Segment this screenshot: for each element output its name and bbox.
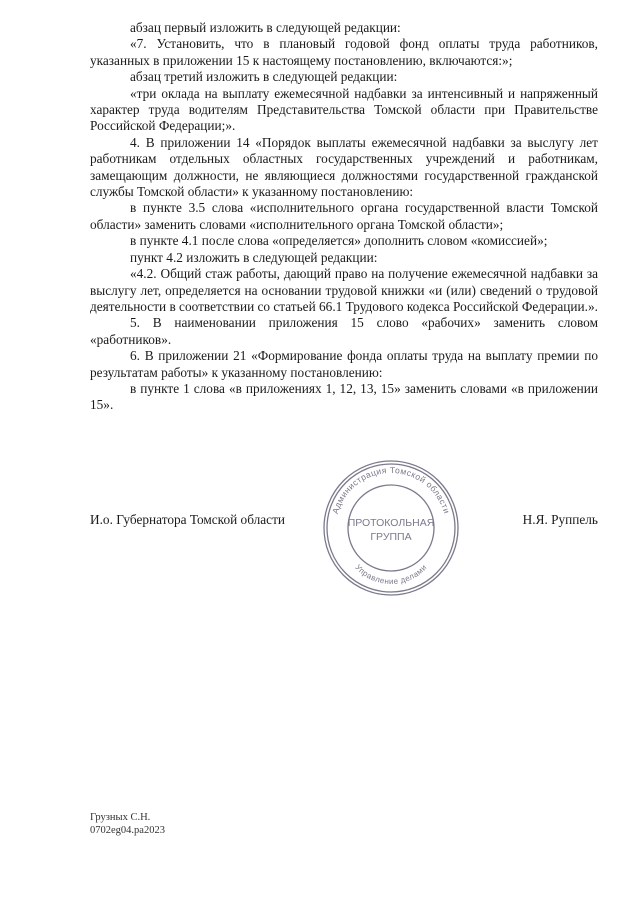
document-footer <box>90 812 165 837</box>
paragraph: «4.2. Общий стаж работы, дающий право на получение ежемесячной надбавки за выслугу лет, определяется на основании трудовой книжки «и (или) сведений о трудовой деятельности в соответствии со статьей 66.1 Трудового кодекса Российской Федерации.». <box>90 266 598 314</box>
footer-author: Грузных С.Н. <box>90 812 151 823</box>
paragraph: абзац первый изложить в следующей редакции: <box>130 20 401 35</box>
footer-file-code: 0702eg04.ра2023 <box>90 824 165 836</box>
stamp-inner-line1: ПРОТОКОЛЬНАЯ <box>347 517 435 529</box>
paragraph: в пункте 4.1 после слова «определяется» дополнить словом «комиссией»; <box>130 233 548 249</box>
document-body <box>90 20 598 414</box>
paragraph: «три оклада на выплату ежемесячной надбавки за интенсивный и напряженный характер труда водителям Представительства Томской области при Правительстве Российской Федерации;». <box>90 85 598 134</box>
svg-text:Управление делами <box>353 563 428 586</box>
signer-position: И.о. Губернатора Томской области <box>90 512 286 527</box>
stamp-outer-text: Администрация Томской области <box>330 464 452 515</box>
paragraph: пункт 4.2 изложить в следующей редакции: <box>130 249 378 265</box>
signer-name: Н.Я. Руппель <box>522 512 598 527</box>
paragraph: в пункте 3.5 слова «исполнительного органа государственной власти Томской области» заменить словами «исполнительного органа Томской области»; <box>90 200 598 232</box>
paragraph: абзац третий изложить в следующей редакции: <box>130 69 398 85</box>
stamp-inner-line2: ГРУППА <box>370 531 412 543</box>
paragraph: 6. В приложении 21 «Формирование фонда оплаты труда на выплату премии по результатам работы» к указанному постановлению: <box>90 348 598 380</box>
stamp-bottom-text: Управление делами <box>353 562 429 587</box>
paragraph: 4. В приложении 14 «Порядок выплаты ежемесячной надбавки за выслугу лет работникам отдельных областных государственных учреждений и работникам, замещающим должности, не являющиеся должностями государственной гражданской службы Томской области» к указанному постановлению: <box>90 134 598 200</box>
svg-text:Администрация Томской области <box>330 465 452 515</box>
paragraph: в пункте 1 слова «в приложениях 1, 12, 13, 15» заменить словами «в приложении 15». <box>90 380 598 413</box>
paragraph: «7. Установить, что в плановый годовой фонд оплаты труда работников, указанных в приложении 15 к настоящему постановлению, включаются:»; <box>90 36 598 68</box>
paragraph: 5. В наименовании приложения 15 слово «рабочих» заменить словом «работников». <box>90 315 598 347</box>
official-stamp <box>319 456 463 600</box>
